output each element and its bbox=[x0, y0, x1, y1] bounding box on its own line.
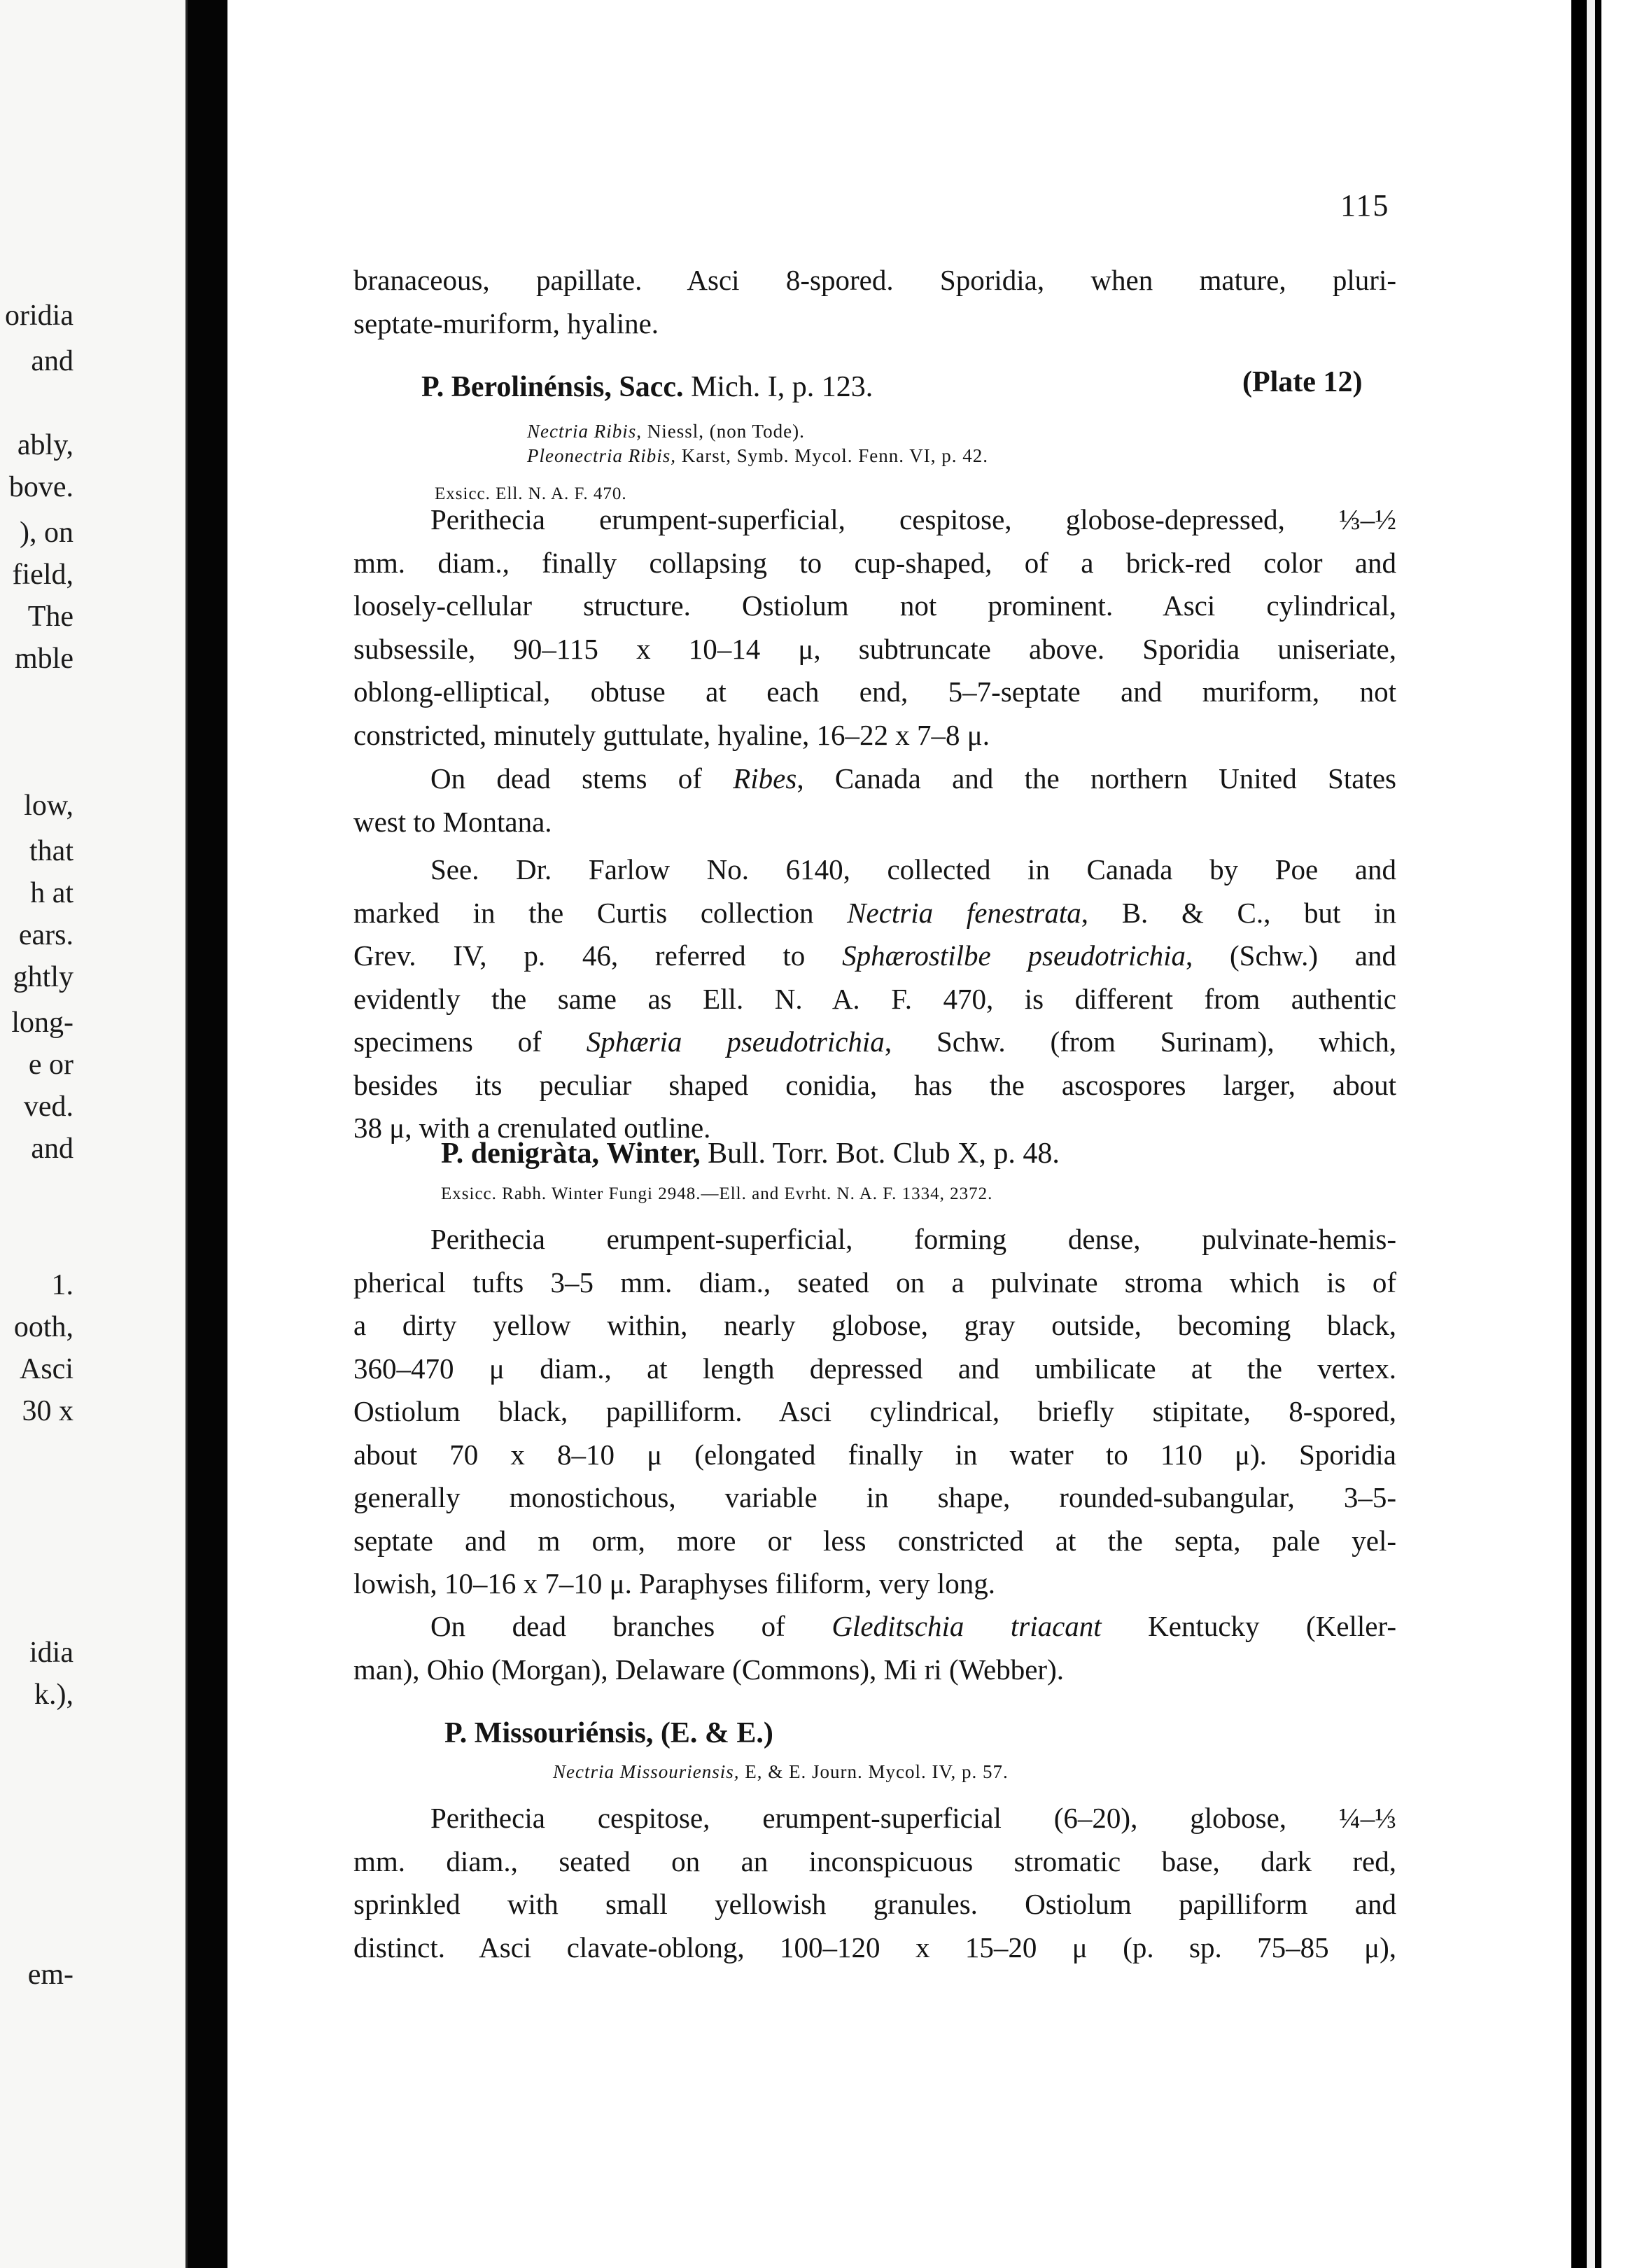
text-line: subsessile, 90–115 x 10–14 μ, subtruncate above. Sporidia uniseriate, bbox=[353, 632, 1396, 665]
exsiccatae-line: Exsicc. Ell. N. A. F. 470. bbox=[435, 484, 627, 503]
facing-page-line-fragment: ooth, bbox=[13, 1311, 73, 1343]
species-name: P. Missouriénsis, bbox=[444, 1717, 654, 1749]
text-line: about 70 x 8–10 μ (elongated finally in water to 110 μ). Sporidia bbox=[353, 1438, 1396, 1471]
text-line: constricted, minutely guttulate, hyaline, 16–22 x 7–8 μ. bbox=[353, 718, 990, 751]
facing-page-line-fragment: ears. bbox=[18, 919, 73, 951]
facing-page-line-fragment: 30 x bbox=[22, 1395, 73, 1427]
facing-page-line-fragment: e or bbox=[28, 1049, 73, 1081]
description-missouriensis bbox=[353, 1797, 1396, 1969]
gutter-shadow bbox=[185, 0, 227, 2268]
species-heading-denigrata bbox=[441, 1132, 1060, 1175]
text-line: Perithecia erumpent-superficial, forming dense, pulvinate-hemis- bbox=[430, 1223, 1396, 1255]
plate-reference: (Plate 12) bbox=[1242, 366, 1363, 398]
habitat-berolinensis bbox=[353, 757, 1396, 844]
synonym-taxon: Pleonectria Ribis, bbox=[527, 445, 676, 466]
text-line: west to Montana. bbox=[353, 805, 552, 838]
facing-page-line-fragment: h at bbox=[30, 877, 73, 909]
text-line: besides its peculiar shaped conidia, has the ascospores larger, about bbox=[353, 1068, 1396, 1101]
text-line: septate and m orm, more or less constricted at the septa, pale yel- bbox=[353, 1524, 1396, 1557]
species-citation: Bull. Torr. Bot. Club X, p. 48. bbox=[708, 1138, 1060, 1170]
facing-page-line-fragment: mble bbox=[15, 643, 73, 675]
intro-paragraph bbox=[353, 259, 1396, 345]
description-berolinensis bbox=[353, 498, 1396, 757]
synonym-line bbox=[553, 1758, 1009, 1785]
text-line: man), Ohio (Morgan), Delaware (Commons), Mi ri (Webber). bbox=[353, 1653, 1064, 1686]
facing-page-line-fragment: ), on bbox=[20, 517, 73, 549]
species-name: P. denigràta, bbox=[441, 1138, 599, 1170]
text-line: 38 μ, with a crenulated outline. bbox=[353, 1112, 711, 1144]
facing-page-line-fragment: and bbox=[31, 345, 73, 377]
text-line: On dead branches of Gleditschia triacant Kentucky (Keller- bbox=[430, 1610, 1396, 1642]
synonym-reference: Niessl, (non Tode). bbox=[647, 421, 805, 442]
facing-page-line-fragment: ghtly bbox=[13, 961, 73, 993]
facing-page-line-fragment: ved. bbox=[23, 1091, 73, 1123]
text-line: Perithecia erumpent-superficial, cespitose, globose-depressed, ⅓–½ bbox=[430, 503, 1396, 536]
book-page bbox=[227, 0, 1585, 2268]
exsiccatae-line: Exsicc. Rabh. Winter Fungi 2948.—Ell. and Evrht. N. A. F. 1334, 2372. bbox=[441, 1184, 993, 1203]
text-line: lowish, 10–16 x 7–10 μ. Paraphyses filiform, very long. bbox=[353, 1567, 996, 1600]
facing-page-line-fragment: oridia bbox=[5, 300, 73, 332]
text-line: Ostiolum black, papilliform. Asci cylindrical, briefly stipitate, 8-spored, bbox=[353, 1395, 1396, 1427]
description-denigrata bbox=[353, 1218, 1396, 1606]
text-line: pherical tufts 3–5 mm. diam., seated on a pulvinate stroma which is of bbox=[353, 1266, 1396, 1298]
text-line: oblong-elliptical, obtuse at each end, 5–7-septate and muriform, not bbox=[353, 676, 1396, 708]
facing-page-line-fragment: The bbox=[27, 601, 73, 633]
facing-page-line-fragment: that bbox=[29, 835, 73, 867]
species-citation: Mich. I, p. 123. bbox=[691, 371, 873, 403]
text-line: On dead stems of Ribes, Canada and the northern United States bbox=[430, 762, 1396, 794]
text-line: specimens of Sphæria pseudotrichia, Schw. (from Surinam), which, bbox=[353, 1026, 1396, 1058]
synonym-line bbox=[527, 418, 805, 444]
text-line: 360–470 μ diam., at length depressed and umbilicate at the vertex. bbox=[353, 1352, 1396, 1385]
text-line: Perithecia cespitose, erumpent-superficial (6–20), globose, ¼–⅓ bbox=[430, 1802, 1396, 1834]
habitat-denigrata bbox=[353, 1605, 1396, 1691]
text-line: mm. diam., finally collapsing to cup-shaped, of a brick-red color and bbox=[353, 546, 1396, 579]
text-line: marked in the Curtis collection Nectria fenestrata, B. & C., but in bbox=[353, 896, 1396, 929]
text-line: sprinkled with small yellowish granules. Ostiolum papilliform and bbox=[353, 1888, 1396, 1920]
synonym-line bbox=[527, 442, 988, 469]
facing-page-line-fragment: low, bbox=[24, 790, 73, 822]
facing-page-line-fragment: field, bbox=[12, 559, 73, 591]
facing-page-line-fragment: idia bbox=[29, 1637, 73, 1669]
facing-page-line-fragment: bove. bbox=[8, 471, 73, 503]
text-line: generally monostichous, variable in shape, rounded-subangular, 3–5- bbox=[353, 1481, 1396, 1513]
text-line: distinct. Asci clavate-oblong, 100–120 x 15–20 μ (p. sp. 75–85 μ), bbox=[353, 1931, 1396, 1963]
facing-page-line-fragment: Asci bbox=[20, 1353, 73, 1385]
species-authority: Sacc. bbox=[619, 371, 684, 403]
facing-page-line-fragment: 1. bbox=[51, 1269, 73, 1301]
text-line: loosely-cellular structure. Ostiolum not prominent. Asci cylindrical, bbox=[353, 589, 1396, 622]
synonym-taxon: Nectria Missouriensis, bbox=[553, 1761, 740, 1782]
synonym-taxon: Nectria Ribis, bbox=[527, 421, 642, 442]
species-name: P. Berolinénsis, bbox=[421, 371, 612, 403]
remarks-berolinensis bbox=[353, 848, 1396, 1150]
text-line: evidently the same as Ell. N. A. F. 470, is different from authentic bbox=[353, 982, 1396, 1015]
facing-page-line-fragment: em- bbox=[27, 1959, 73, 1991]
page-number: 115 bbox=[1340, 188, 1390, 223]
facing-page-line-fragment: long- bbox=[11, 1007, 73, 1039]
text-line: See. Dr. Farlow No. 6140, collected in Canada by Poe and bbox=[430, 853, 1396, 886]
text-line: Grev. IV, p. 46, referred to Sphærostilbe pseudotrichia, (Schw.) and bbox=[353, 939, 1396, 972]
text-line: septate-muriform, hyaline. bbox=[353, 307, 659, 340]
facing-page-strip bbox=[0, 0, 185, 2268]
synonym-reference: Karst, Symb. Mycol. Fenn. VI, p. 42. bbox=[681, 445, 988, 466]
facing-page-line-fragment: and bbox=[31, 1133, 73, 1165]
text-line: branaceous, papillate. Asci 8-spored. Sporidia, when mature, pluri- bbox=[353, 264, 1396, 296]
text-line: a dirty yellow within, nearly globose, gray outside, becoming black, bbox=[353, 1309, 1396, 1341]
species-authority: Winter, bbox=[606, 1138, 701, 1170]
species-heading-berolinensis bbox=[421, 365, 873, 409]
species-heading-missouriensis bbox=[444, 1712, 773, 1755]
facing-page-line-fragment: ably, bbox=[17, 429, 73, 461]
synonym-reference: E, & E. Journ. Mycol. IV, p. 57. bbox=[745, 1761, 1009, 1782]
species-authority: (E. & E.) bbox=[660, 1717, 773, 1749]
text-line: mm. diam., seated on an inconspicuous stromatic base, dark red, bbox=[353, 1844, 1396, 1877]
facing-page-line-fragment: k.), bbox=[34, 1679, 73, 1711]
